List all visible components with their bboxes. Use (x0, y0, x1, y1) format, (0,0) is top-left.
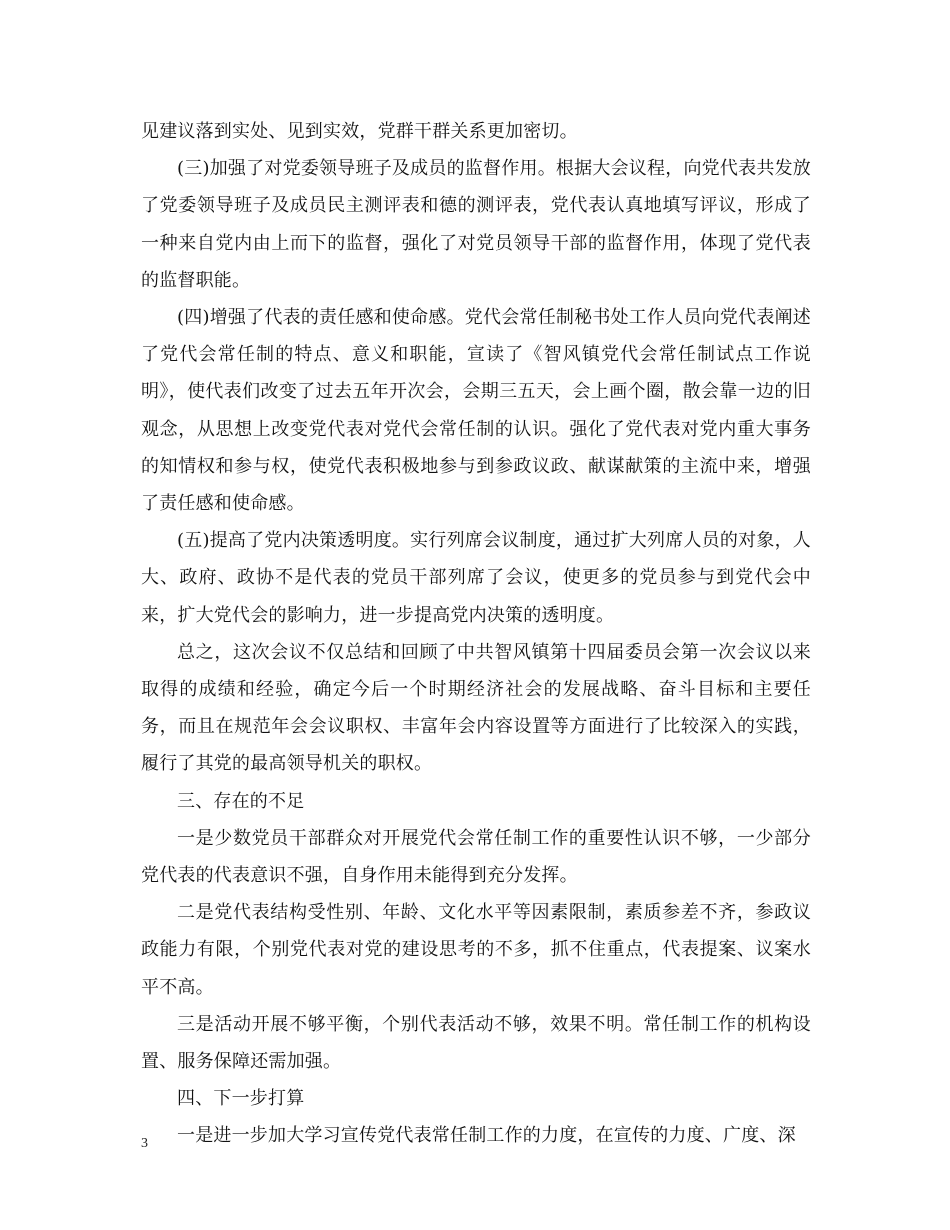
paragraph-transparency: (五)提高了党内决策透明度。实行列席会议制度，通过扩大列席人员的对象，人大、政府、政协不是代表的党员干部列席了会议，使更多的党员参与到党代会中来，扩大党代会的影响力，进一步提高党内决策的透明度。 (141, 530, 811, 626)
paragraph-shortcoming-3: 三是活动开展不够平衡，个别代表活动不够，效果不明。常任制工作的机构设置、服务保障还需加强。 (141, 1013, 811, 1073)
section-heading-next-steps: 四、下一步打算 (177, 1088, 305, 1110)
section-heading-shortcomings: 三、存在的不足 (177, 790, 305, 812)
paragraph-continuation: 见建议落到实处、见到实效，党群干群关系更加密切。 (141, 121, 578, 142)
paragraph-supervision: (三)加强了对党委领导班子及成员的监督作用。根据大会议程，向党代表共发放了党委领导班子及成员民主测评表和德的测评表，党代表认真地填写评议，形成了一种来自党内由上而下的监督，强化了对党员领导干部的监督作用，体现了党代表的监督职能。 (141, 158, 811, 291)
paragraph-summary: 总之，这次会议不仅总结和回顾了中共智风镇第十四届委员会第一次会议以来取得的成绩和经验，确定今后一个时期经济社会的发展战略、奋斗目标和主要任务，而且在规范年会会议职权、丰富年会内容设置等方面进行了比较深入的实践，履行了其党的最高领导机关的职权。 (141, 641, 811, 775)
paragraph-shortcoming-1: 一是少数党员干部群众对开展党代会常任制工作的重要性认识不够，一少部分党代表的代表意识不强，自身作用未能得到充分发挥。 (141, 827, 811, 887)
document-body (141, 113, 811, 1155)
paragraph-responsibility: (四)增强了代表的责任感和使命感。党代会常任制秘书处工作人员向党代表阐述了党代会常任制的特点、意义和职能，宣读了《智风镇党代会常任制试点工作说明》，使代表们改变了过去五年开次会，会期三五天，会上画个圈，散会靠一边的旧观念，从思想上改变党代表对党代会常任制的认识。强化了党代表对党内重大事务的知情权和参与权，使党代表积极地参与到参政议政、献谋献策的主流中来，增强了责任感和使命感。 (141, 307, 811, 515)
paragraph-shortcoming-2: 二是党代表结构受性别、年龄、文化水平等因素限制，素质参差不齐，参政议政能力有限，个别党代表对党的建设思考的不多，抓不住重点，代表提案、议案水平不高。 (141, 902, 811, 998)
page-number: 3 (141, 1136, 148, 1151)
paragraph-next-step-1: 一是进一步加大学习宣传党代表常任制工作的力度，在宣传的力度、广度、深 (177, 1125, 796, 1147)
